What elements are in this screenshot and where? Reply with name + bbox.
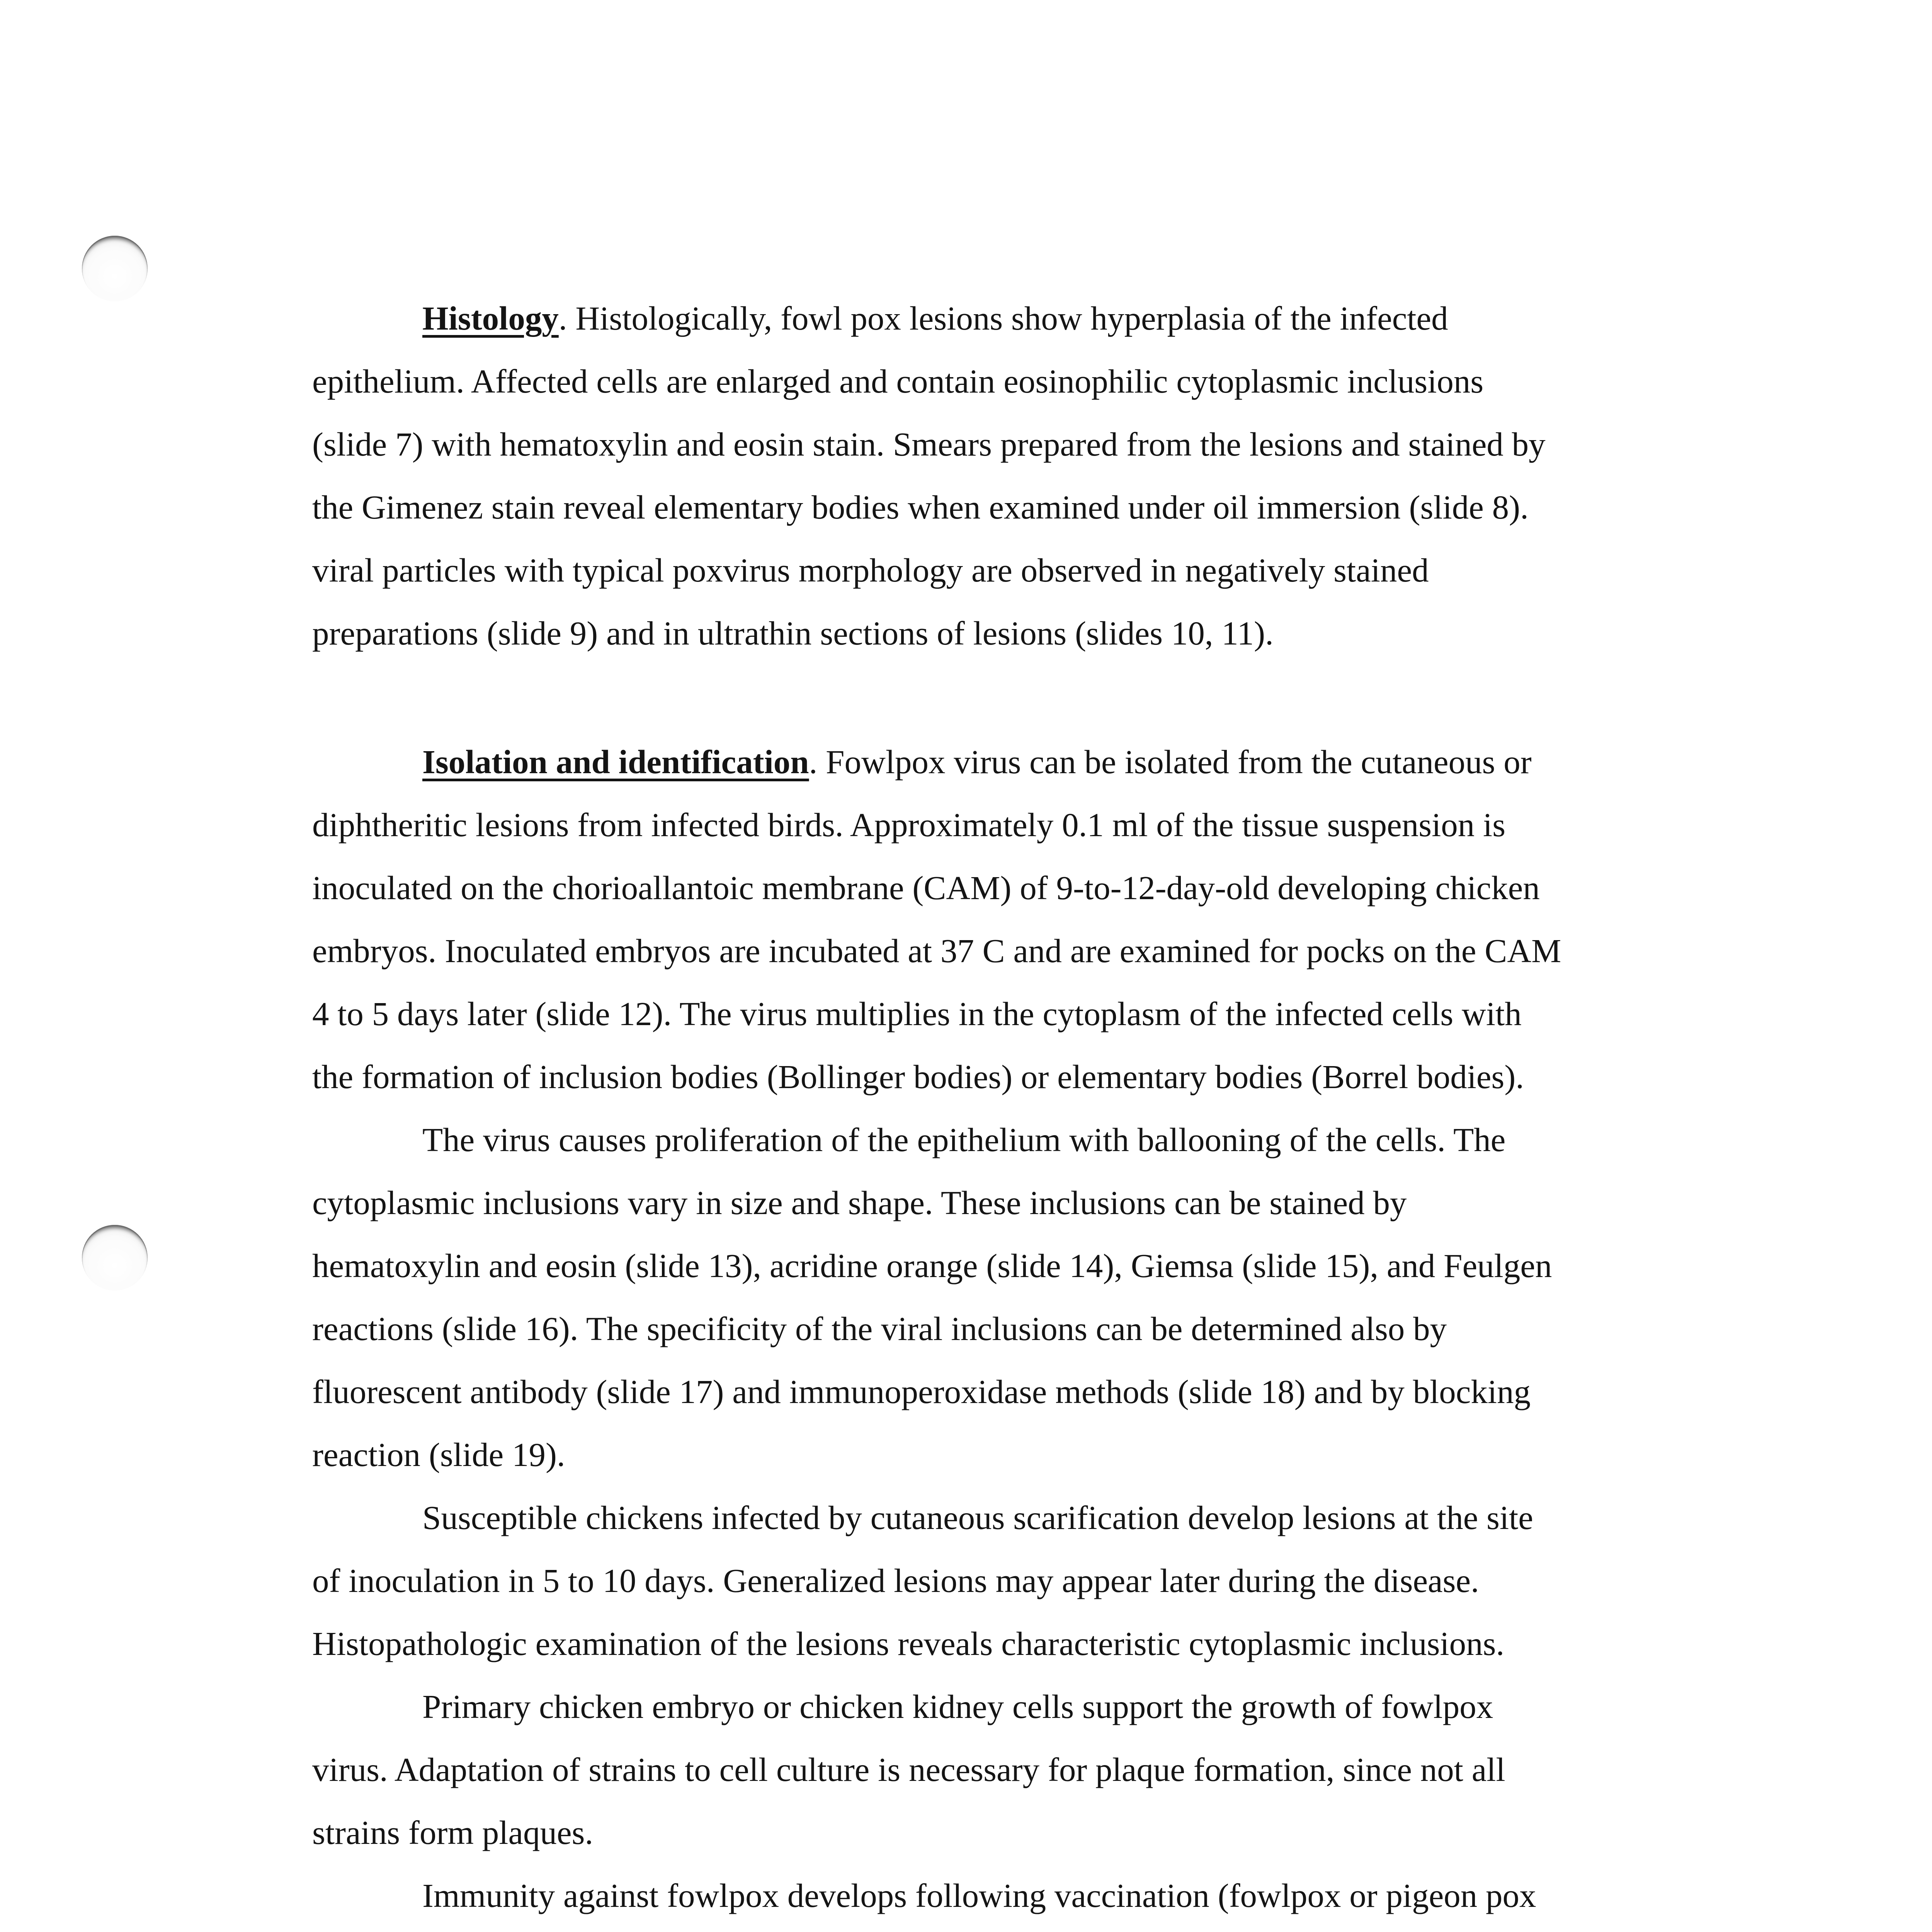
document-body — [312, 287, 1564, 1932]
body-paragraph-susceptible-chickens: Susceptible chickens infected by cutaneous scarification develop lesions at the site of inoculation in 5 to 10 days. Generalized lesions may appear later during the disease. Histopathologic examination of the lesions reveals characteristic cytoplasmic inclusions. — [312, 1499, 1533, 1662]
section-heading-isolation: Isolation and identification — [422, 743, 809, 781]
binder-punch-hole — [82, 1225, 148, 1291]
section-heading-histology: Histology — [422, 299, 559, 337]
histology-text: . Histologically, fowl pox lesions show hyperplasia of the infected epithelium. Affected cells are enlarged and contain eosinophilic cytoplasmic inclusions (slide 7) with hematoxylin and eosin stain. Smears prepared from the lesions and stained by the Gimenez stain reveal elementary bodies when examined under oil immersion (slide 8). viral particles with typical poxvirus morphology are observed in negatively stained preparations (slide 9) and in ultrathin sections of lesions (slides 10, 11). — [312, 299, 1546, 652]
histology-paragraph — [312, 287, 1564, 665]
binder-punch-hole — [82, 236, 148, 301]
isolation-text: . Fowlpox virus can be isolated from the cutaneous or diphtheritic lesions from infected birds. Approximately 0.1 ml of the tissue suspension is inoculated on the chorioallantoic membrane (CAM) of 9-to-12-day-old developing chicken embryos. Inoculated embryos are incubated at 37 C and are examined for pocks on the CAM 4 to 5 days later (slide 12). The virus multiplies in the cytoplasm of the infected cells with the formation of inclusion bodies (Bollinger bodies) or elementary bodies (Borrel bodies). — [312, 743, 1561, 1095]
isolation-paragraph — [312, 730, 1564, 1108]
body-paragraph-proliferation: The virus causes proliferation of the epithelium with ballooning of the cells. The cytoplasmic inclusions vary in size and shape. These inclusions can be stained by hematoxylin and eosin (slide 13), acridine orange (slide 14), Giemsa (slide 15), and Feulgen reactions (slide 16). The specificity of the viral inclusions can be determined also by fluorescent antibody (slide 17) and immunoperoxidase methods (slide 18) and by blocking reaction (slide 19). — [312, 1121, 1552, 1473]
body-paragraph-cell-culture: Primary chicken embryo or chicken kidney cells support the growth of fowlpox virus. Adaptation of strains to cell culture is necessary for plaque formation, since not all strains form plaques. — [312, 1688, 1505, 1851]
body-paragraph-immunity: Immunity against fowlpox develops following vaccination (fowlpox or pigeon pox — [422, 1877, 1536, 1914]
